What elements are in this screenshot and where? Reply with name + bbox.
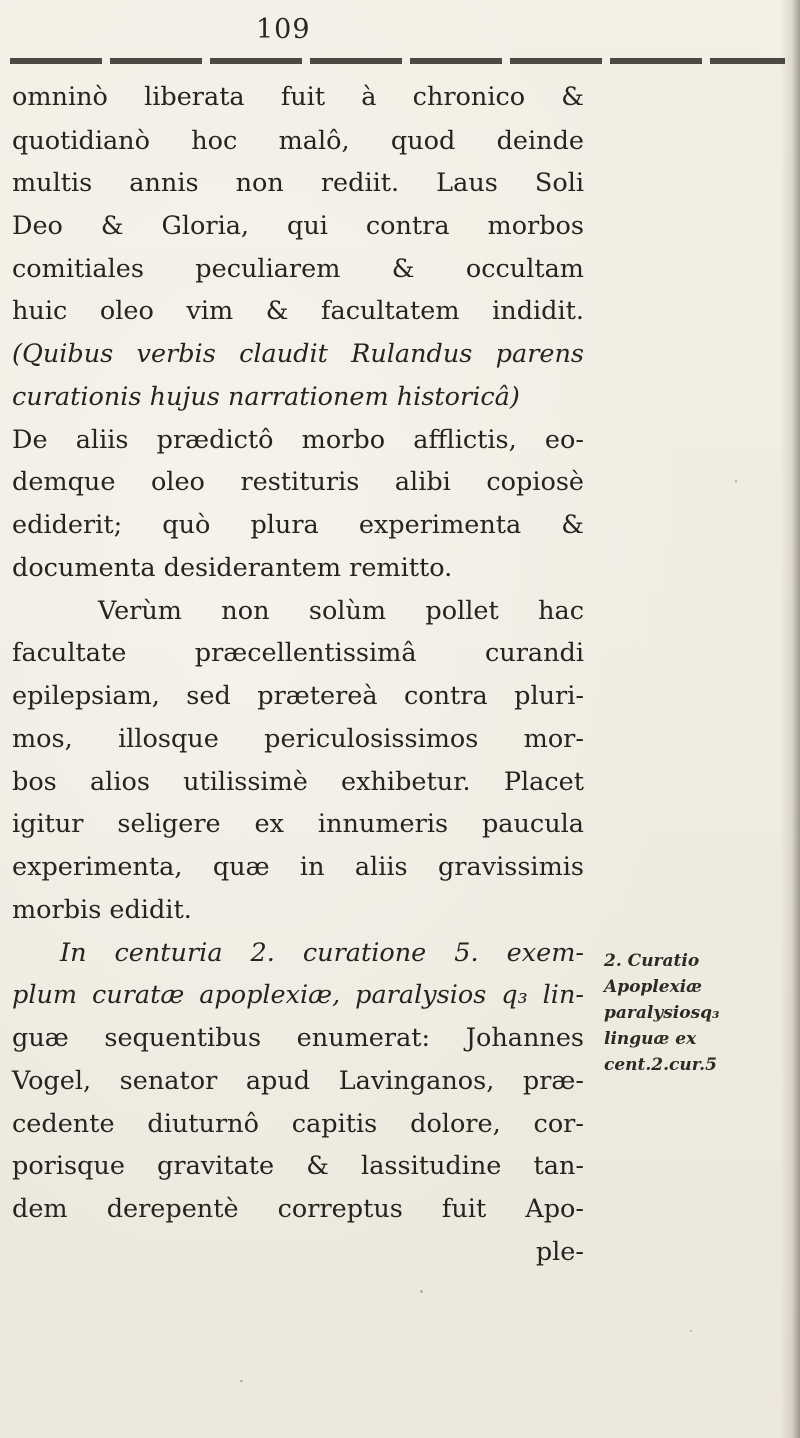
body-line-24: Vogel, senator apud Lavinganos, præ- (12, 1066, 584, 1096)
body-line-21: In centuria 2. curatione 5. exem- (60, 938, 584, 968)
body-line-27: dem derepentè correptus fuit Apo- (12, 1194, 584, 1224)
margin-note-line-2: Apoplexiæ (604, 977, 703, 997)
body-line-28: ple- (535, 1237, 584, 1267)
body-line-17: bos alios utilissimè exhibetur. Placet (12, 767, 584, 797)
body-line-11: ediderit; quò plura experimenta & (12, 510, 584, 540)
paper-speck (420, 1290, 423, 1293)
body-line-5: comitiales peculiarem & occultam (12, 254, 584, 284)
body-line-13: Verùm non solùm pollet hac (98, 596, 584, 626)
body-line-9: De aliis prædictô morbo afflictis, eo- (12, 425, 584, 455)
body-line-1: omninò liberata fuit à chronico & (12, 82, 584, 112)
margin-note-line-4: linguæ ex (604, 1029, 697, 1049)
header-rule (10, 58, 785, 64)
body-line-19: experimenta, quæ in aliis gravissimis (12, 852, 584, 882)
body-line-26: porisque gravitate & lassitudine tan- (12, 1151, 584, 1181)
margin-note-line-3: paralysiosq₃ (604, 1003, 720, 1023)
body-line-16: mos, illosque periculosissimos mor- (12, 724, 584, 754)
body-line-18: igitur seligere ex innumeris paucula (12, 809, 584, 839)
body-line-6: huic oleo vim & facultatem indidit. (12, 296, 584, 326)
body-line-10: demque oleo restituris alibi copiosè (12, 467, 584, 497)
page-number: 109 (256, 14, 311, 45)
page-edge-shadow (780, 0, 800, 1438)
body-line-14: facultate præcellentissimâ curandi (12, 638, 584, 668)
body-line-3: multis annis non rediit. Laus Soli (12, 168, 584, 198)
body-line-20: morbis edidit. (12, 895, 192, 925)
margin-note-line-1: 2. Curatio (604, 951, 700, 971)
body-line-8: curationis hujus narrationem historicâ) (12, 382, 520, 412)
body-line-4: Deo & Gloria, qui contra morbos (12, 211, 584, 241)
paper-speck (690, 1330, 692, 1332)
body-line-23: guæ sequentibus enumerat: Johannes (12, 1023, 584, 1053)
body-line-7: (Quibus verbis claudit Rulandus parens (12, 339, 584, 369)
body-line-15: epilepsiam, sed prætereà contra pluri- (12, 681, 584, 711)
paper-speck (735, 480, 737, 483)
paper-speck (240, 1380, 243, 1382)
body-line-25: cedente diuturnô capitis dolore, cor- (12, 1109, 584, 1139)
body-line-2: quotidianò hoc malô, quod deinde (12, 126, 584, 156)
margin-note-line-5: cent.2.cur.5 (604, 1055, 717, 1075)
body-line-12: documenta desiderantem remitto. (12, 553, 453, 583)
body-line-22: plum curatæ apoplexiæ, paralysios q₃ lin- (12, 980, 584, 1010)
